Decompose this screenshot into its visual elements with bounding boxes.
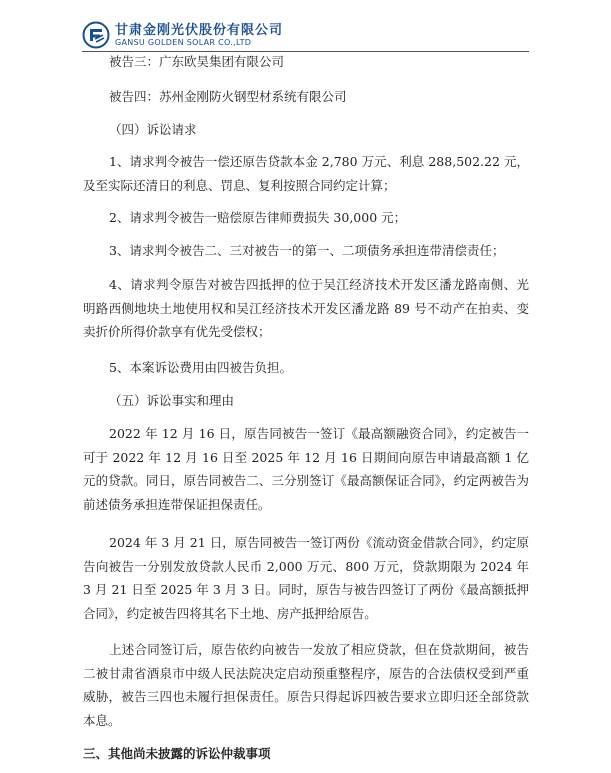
company-name-cn: 甘肃金刚光伏股份有限公司 (115, 22, 284, 38)
section-heading-other-litigation: 三、其他尚未披露的诉讼仲裁事项 (83, 746, 271, 761)
section-heading-claims: （四）诉讼请求 (109, 122, 197, 137)
facts-paragraph-1: 2022 年 12 月 16 日，原告同被告一签订《最高额融资合同》，约定被告一可于 2022 年 12 月 16 日至 2025 年 12 月 16 日期间向原告申请最高额 1 亿元的贷款。同日，原告同被告二、三分别签订《最高额保证合同》，约定两被告为前述债务承担连带保证担保责任。 (83, 426, 529, 512)
claim-item-1: 1、请求判令被告一偿还原告贷款本金 2,780 万元、利息 288,502.22 元，及至实际还清日的利息、罚息、复利按照合同约定计算； (83, 154, 529, 193)
claim-item-5: 5、本案诉讼费用由四被告负担。 (109, 360, 292, 375)
page-header (82, 18, 283, 52)
claim-item-2: 2、请求判令被告一赔偿原告律师费损失 30,000 元； (109, 210, 407, 225)
defendant-three: 被告三：广东欧昊集团有限公司 (109, 54, 285, 69)
claim-item-4: 4、请求判令原告对被告四抵押的位于吴江经济技术开发区潘龙路南侧、光明路西侧地块土地使用权和吴江经济技术开发区潘龙路 89 号不动产在拍卖、变卖折价所得价款享有优先受偿权； (83, 277, 529, 339)
facts-paragraph-2: 2024 年 3 月 21 日，原告同被告一签订两份《流动资金借款合同》，约定原告向被告一分别发放贷款人民币 2,000 万元、800 万元，贷款期限为 2024 年 3 月 21 日至 2025 年 3 月 3 日。同时，原告与被告四签订了两份《最高额抵押合同》，约定被告四将其名下土地、房产抵押给原告。 (83, 535, 529, 621)
defendant-four: 被告四：苏州金刚防火钢型材系统有限公司 (109, 89, 347, 104)
section-heading-facts: （五）诉讼事实和理由 (109, 393, 235, 408)
facts-paragraph-3: 上述合同签订后，原告依约向被告一发放了相应贷款，但在贷款期间，被告二被甘肃省酒泉市中级人民法院决定启动预重整程序，原告的合法债权受到严重威胁，被告三四也未履行担保责任。原告只得起诉四被告要求立即归还全部贷款本息。 (83, 642, 529, 728)
company-name-en: GANSU GOLDEN SOLAR CO.,LTD (115, 37, 252, 47)
company-logo-icon (82, 21, 110, 49)
claim-item-3: 3、请求判令被告二、三对被告一的第一、二项债务承担连带清偿责任； (109, 243, 505, 258)
